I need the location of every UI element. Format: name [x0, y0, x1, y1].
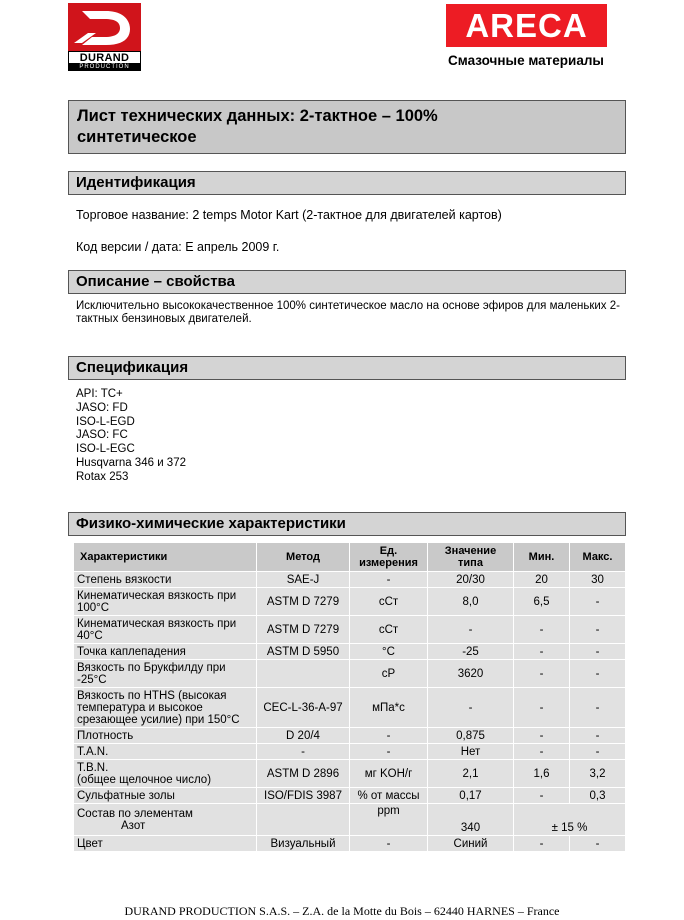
version-code: Код версии / дата: E апрель 2009 г. [76, 240, 280, 254]
durand-logo [68, 3, 141, 70]
composition-sublabel: Азот [121, 819, 146, 832]
cell-unit: - [350, 572, 428, 588]
table-row [74, 744, 626, 760]
cell-method [257, 660, 350, 688]
cell-method: CEC-L-36-A-97 [257, 688, 350, 728]
cell-typical: 8,0 [428, 588, 514, 616]
description-text: Исключительно высококачественное 100% синтетическое масло на основе эфиров для маленьких 2-тактных бензиновых двигателей. [76, 300, 620, 325]
section-physchem-heading: Физико-химические характеристики [68, 512, 626, 536]
cell-unit: ppm [350, 804, 428, 836]
cell-method: Визуальный [257, 836, 350, 852]
spec-item: Rotax 253 [76, 470, 129, 483]
cell-typical: 0,875 [428, 728, 514, 744]
cell-typical: 0,17 [428, 788, 514, 804]
cell-unit: cСт [350, 616, 428, 644]
cell-typical: Нет [428, 744, 514, 760]
cell-tolerance: ± 15 % [514, 804, 626, 836]
document-title [68, 100, 626, 154]
spec-item: API: TC+ [76, 388, 123, 400]
cell-characteristic: Кинематическая вязкость при 40°C [74, 616, 257, 644]
cell-min: - [514, 660, 570, 688]
cell-max: - [570, 744, 626, 760]
trade-name: Торговое название: 2 temps Motor Kart (2-тактное для двигателей картов) [76, 208, 502, 222]
col-header-unit: Ед. измерения [350, 543, 428, 572]
cell-max: - [570, 616, 626, 644]
cell-max: - [570, 728, 626, 744]
footer-address: DURAND PRODUCTION S.A.S. – Z.A. de la Motte du Bois – 62440 HARNES – France [124, 904, 560, 918]
table-row [74, 572, 626, 588]
cell-min: - [514, 644, 570, 660]
cell-typical: 340 [428, 804, 514, 836]
cell-max: - [570, 688, 626, 728]
cell-min: - [514, 688, 570, 728]
cell-method: ASTM D 5950 [257, 644, 350, 660]
section-description-heading: Описание – свойства [68, 270, 626, 294]
cell-max: 3,2 [570, 760, 626, 788]
tbn-label: T.B.N. [77, 761, 109, 774]
table-row [74, 728, 626, 744]
cell-typical: -25 [428, 644, 514, 660]
cell-typical: Синий [428, 836, 514, 852]
cell-max: - [570, 644, 626, 660]
cell-method: ASTM D 2896 [257, 760, 350, 788]
cell-characteristic: T.A.N. [74, 744, 257, 760]
cell-method: SAE-J [257, 572, 350, 588]
areca-subtitle: Смазочные материалы [448, 53, 604, 68]
cell-typical: 3620 [428, 660, 514, 688]
cell-typical: - [428, 688, 514, 728]
cell-method: - [257, 744, 350, 760]
spec-item: JASO: FD [76, 401, 128, 414]
col-header-typical: Значение типа [428, 543, 514, 572]
col-header-max: Макс. [570, 543, 626, 572]
table-row [74, 644, 626, 660]
cell-min: 1,6 [514, 760, 570, 788]
cell-method [257, 804, 350, 836]
table-row [74, 588, 626, 616]
cell-max: - [570, 588, 626, 616]
cell-method: ASTM D 7279 [257, 588, 350, 616]
durand-logo-sub: PRODUCTION [68, 64, 141, 71]
cell-characteristic: Вязкость по HTHS (высокая температура и высокое срезающее усилие) при 150°C [74, 688, 257, 728]
cell-unit: % от массы [350, 788, 428, 804]
cell-method: D 20/4 [257, 728, 350, 744]
table-row [74, 616, 626, 644]
cell-min: - [514, 788, 570, 804]
cell-max: - [570, 836, 626, 852]
cell-characteristic: Сульфатные золы [74, 788, 257, 804]
cell-min: - [514, 744, 570, 760]
table-row-composition [74, 804, 626, 836]
cell-min: - [514, 836, 570, 852]
section-identification-heading: Идентификация [68, 171, 626, 195]
cell-min: - [514, 616, 570, 644]
document-title-line1: Лист технических данных: 2-тактное – 100% [77, 107, 438, 125]
cell-typical: 2,1 [428, 760, 514, 788]
cell-unit: cP [350, 660, 428, 688]
cell-characteristic [74, 804, 257, 836]
cell-characteristic: Степень вязкости [74, 572, 257, 588]
cell-method: ASTM D 7279 [257, 616, 350, 644]
table-row [74, 688, 626, 728]
composition-label: Состав по элементам [77, 807, 193, 820]
cell-unit: мПа*с [350, 688, 428, 728]
cell-characteristic [74, 760, 257, 788]
physchem-table [73, 542, 626, 852]
cell-unit: °C [350, 644, 428, 660]
cell-min: - [514, 728, 570, 744]
cell-min: 20 [514, 572, 570, 588]
table-row [74, 660, 626, 688]
cell-min: 6,5 [514, 588, 570, 616]
cell-characteristic: Вязкость по Брукфилду при -25°C [74, 660, 257, 688]
durand-logo-name: DURAND [68, 51, 141, 64]
spec-item: ISO-L-EGC [76, 443, 135, 456]
cell-characteristic: Цвет [74, 836, 257, 852]
col-header-min: Мин. [514, 543, 570, 572]
section-specification-heading: Спецификация [68, 356, 626, 380]
spec-item: ISO-L-EGD [76, 415, 135, 428]
tbn-note: (общее щелочное число) [77, 773, 212, 786]
document-title-line2: синтетическое [77, 128, 197, 146]
cell-unit: - [350, 744, 428, 760]
durand-logo-mark [68, 3, 141, 51]
cell-characteristic: Плотность [74, 728, 257, 744]
cell-unit: cСт [350, 588, 428, 616]
cell-unit: - [350, 728, 428, 744]
table-row [74, 788, 626, 804]
durand-d-icon [68, 3, 141, 51]
cell-max: - [570, 660, 626, 688]
col-header-method: Метод [257, 543, 350, 572]
cell-typical: - [428, 616, 514, 644]
cell-typical: 20/30 [428, 572, 514, 588]
col-header-characteristic: Характеристики [74, 543, 257, 572]
cell-max: 30 [570, 572, 626, 588]
table-header-row [74, 543, 626, 572]
table-row [74, 760, 626, 788]
spec-item: Husqvarna 346 и 372 [76, 456, 186, 469]
cell-characteristic: Точка каплепадения [74, 644, 257, 660]
specification-list [76, 388, 186, 485]
areca-logo: ARECA [446, 4, 607, 47]
cell-unit: - [350, 836, 428, 852]
cell-max: 0,3 [570, 788, 626, 804]
table-row [74, 836, 626, 852]
spec-item: JASO: FC [76, 429, 128, 442]
cell-method: ISO/FDIS 3987 [257, 788, 350, 804]
cell-unit: мг KOH/г [350, 760, 428, 788]
cell-characteristic: Кинематическая вязкость при 100°C [74, 588, 257, 616]
